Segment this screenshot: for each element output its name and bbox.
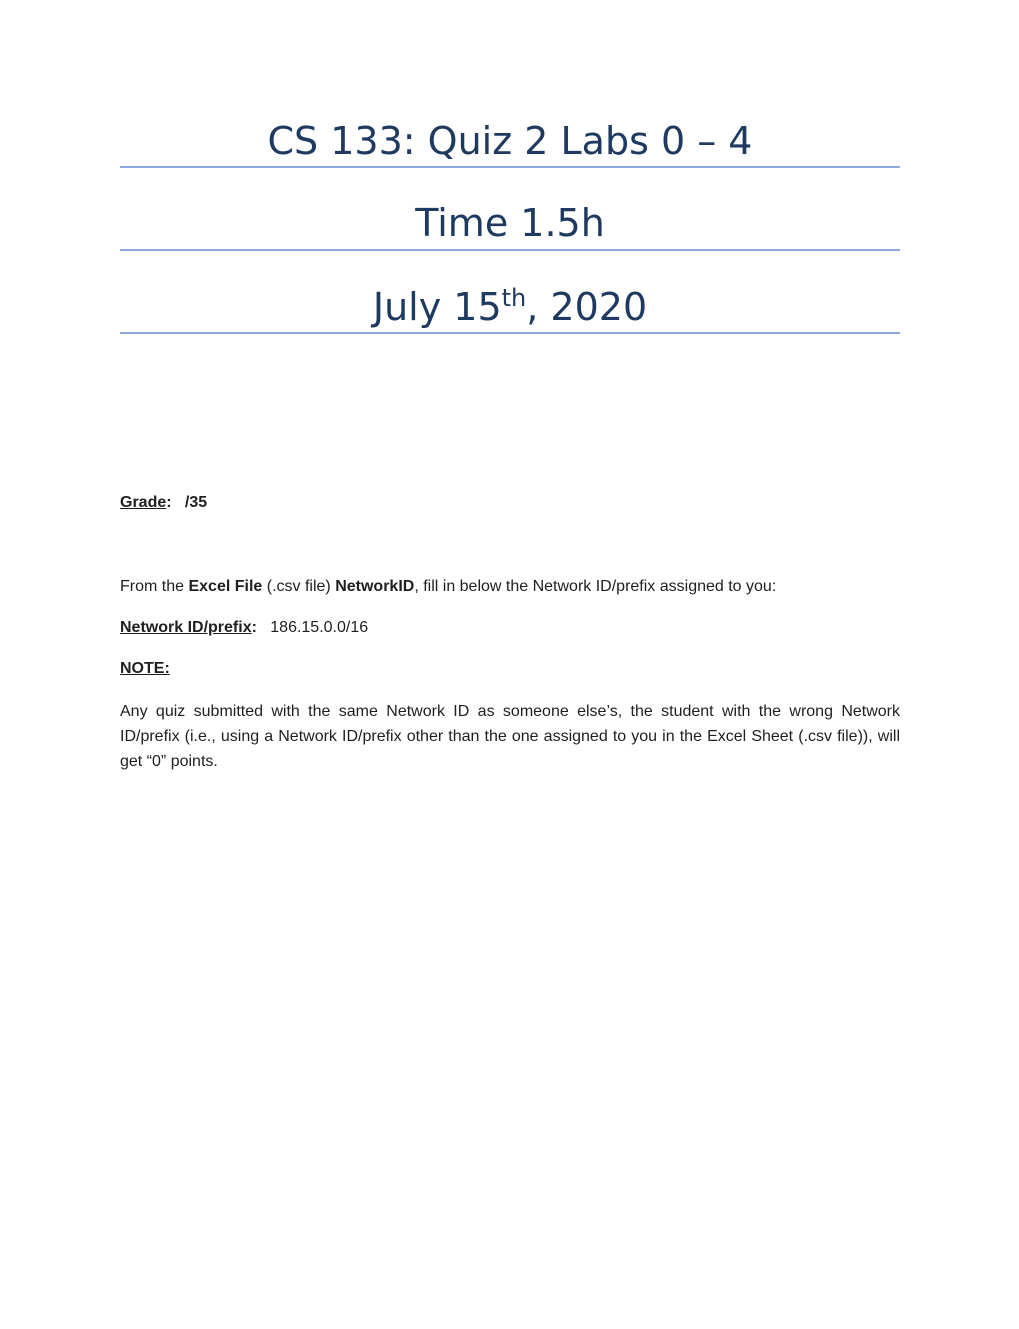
note-heading [120, 656, 900, 681]
quiz-date-suffix: , 2020 [526, 285, 648, 329]
note-paragraph [120, 699, 900, 774]
date-divider [120, 332, 900, 334]
quiz-time-text: Time 1.5h [415, 201, 605, 245]
network-colon: : [251, 619, 257, 636]
quiz-title-text: CS 133: Quiz 2 Labs 0 – 4 [267, 119, 753, 163]
networkid-label: NetworkID [335, 578, 415, 595]
time-divider [120, 249, 900, 251]
title-divider [120, 166, 900, 168]
quiz-title [120, 119, 900, 163]
quiz-date-superscript: th [501, 284, 527, 312]
instruction-part1: From the [120, 578, 189, 595]
instruction-part2: (.csv file) [262, 578, 336, 595]
note-label: NOTE: [120, 660, 170, 677]
grade-colon: : [166, 494, 172, 511]
quiz-time [120, 201, 900, 245]
network-line [120, 615, 900, 640]
network-value: 186.15.0.0/16 [270, 619, 369, 636]
quiz-date-prefix: July 15 [372, 285, 502, 329]
note-text: Any quiz submitted with the same Network ID as someone else’s, the student with the wrong Network ID/prefix (i.e., using a Network ID/prefix other than the one assigned to you in the Excel Sheet (.csv file)), will get “0” points. [120, 703, 900, 770]
instruction-line [120, 574, 900, 599]
excel-file-label: Excel File [188, 578, 263, 595]
grade-value: /35 [184, 494, 208, 511]
grade-label: Grade [120, 494, 167, 511]
quiz-date [120, 284, 900, 329]
instruction-part3: , fill in below the Network ID/prefix assigned to you: [414, 578, 777, 595]
grade-line [120, 490, 900, 515]
network-label: Network ID/prefix [120, 619, 252, 636]
